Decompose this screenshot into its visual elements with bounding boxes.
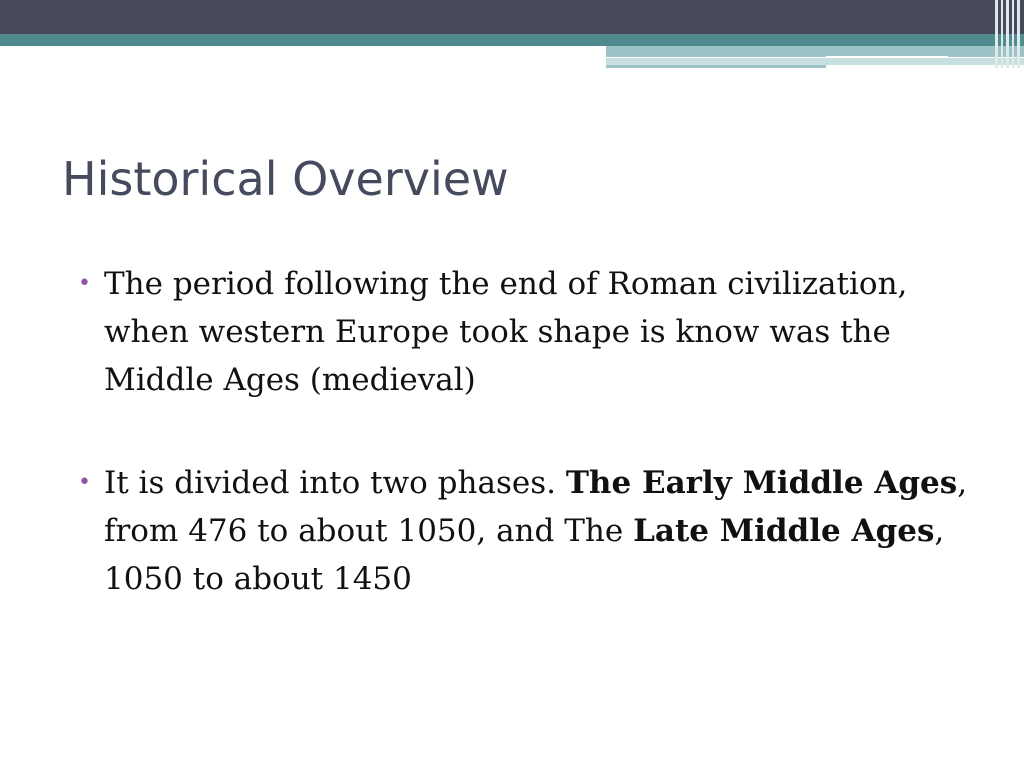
header-light-band bbox=[606, 46, 1024, 57]
header-stripe bbox=[1001, 0, 1003, 68]
late-middle-ages-term: Late Middle Ages bbox=[633, 513, 935, 549]
header-lighter-band bbox=[606, 58, 1024, 65]
bullet-item bbox=[78, 260, 978, 404]
bullet-text-segment: It is divided into two phases. bbox=[104, 465, 566, 501]
header-stripe bbox=[1017, 0, 1020, 68]
slide-title: Historical Overview bbox=[62, 152, 509, 206]
bullet-text bbox=[104, 465, 967, 597]
bullet-item bbox=[78, 459, 978, 603]
early-middle-ages-term: The Early Middle Ages bbox=[565, 465, 958, 501]
bullet-list bbox=[78, 260, 978, 658]
header-dark-band bbox=[0, 0, 1024, 34]
header-accent-line bbox=[606, 65, 826, 68]
header-accent-gap bbox=[826, 56, 948, 58]
header-stripe bbox=[1006, 0, 1009, 68]
header-stripe bbox=[995, 0, 998, 68]
header-stripe bbox=[1012, 0, 1014, 68]
bullet-icon: • bbox=[78, 271, 91, 296]
header-teal-band bbox=[0, 34, 1024, 46]
bullet-text: The period following the end of Roman civilization, when western Europe took shape is know was the Middle Ages (medieval) bbox=[104, 266, 908, 398]
bullet-icon: • bbox=[78, 470, 91, 495]
bullet-text-segment: , from 476 to about 1050, and The bbox=[104, 465, 968, 549]
bullet-text-segment: , 1050 to about 1450 bbox=[104, 513, 945, 597]
